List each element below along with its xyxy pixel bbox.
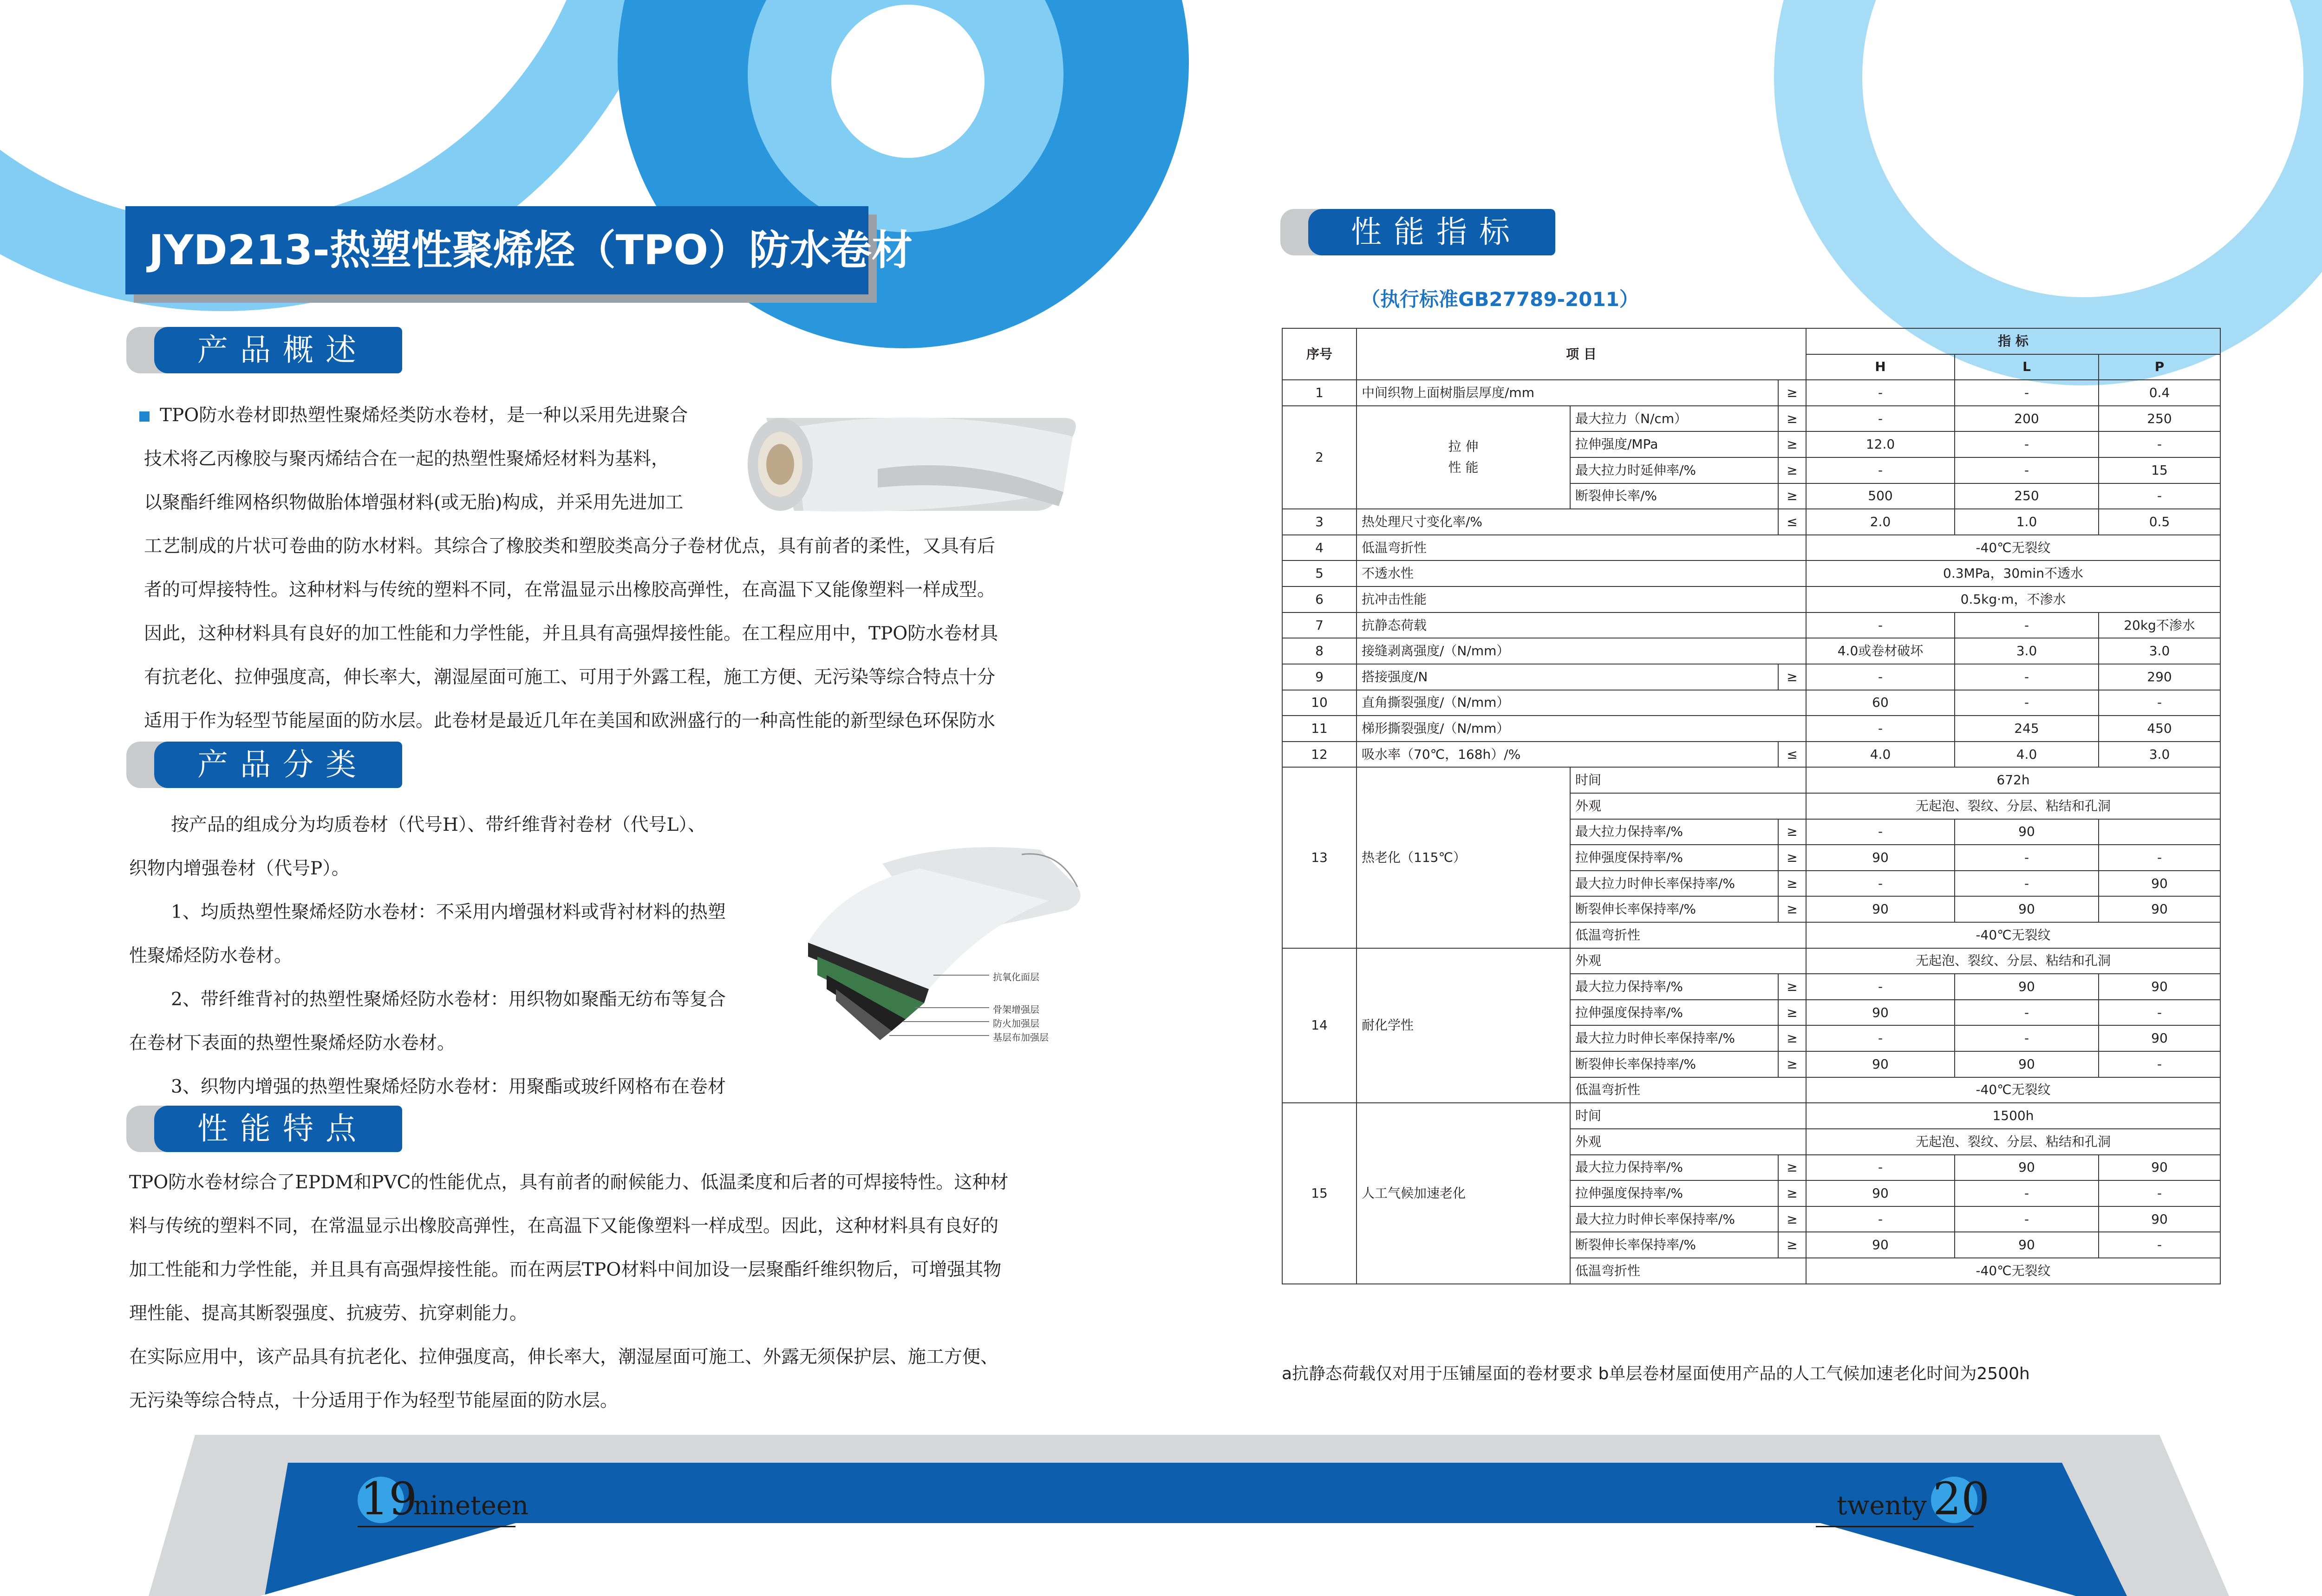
table-row: 6 抗冲击性能 0.5kg·m，不渗水 — [1282, 586, 2220, 612]
section-title: 产品概述 — [154, 327, 402, 373]
table-row: 拉伸强度保持率/% ≥ 90 - - — [1282, 1000, 2220, 1026]
standard-label: （执行标准GB27789-2011） — [1361, 288, 1639, 311]
section-header-classification — [126, 742, 402, 788]
table-row: 2 拉 伸 性 能 最大拉力（N/cm） ≥ - 200 250 — [1282, 406, 2220, 432]
table-row: 断裂伸长率保持率/% ≥ 90 90 - — [1282, 1232, 2220, 1258]
bg-disc-center-hole — [831, 5, 985, 158]
figure-label: 抗氧化面层 — [993, 971, 1039, 983]
section-title: 产品分类 — [154, 742, 402, 788]
table-row: 最大拉力保持率/% ≥ - 90 — [1282, 819, 2220, 845]
membrane-layers-figure — [799, 836, 1096, 1059]
table-footnote: a抗静态荷载仅对用于压铺屋面的卷材要求 b单层卷材屋面使用产品的人工气候加速老化时间为2500h — [1282, 1364, 2030, 1383]
section-title: 性能特点 — [154, 1106, 402, 1152]
table-row: 9 搭接强度/N ≥ - - 290 — [1282, 664, 2220, 690]
table-row: 断裂伸长率/% ≥ 500 250 - — [1282, 483, 2220, 509]
classification-text: 按产品的组成分为均质卷材（代号H）、带纤维背衬卷材（代号L）、 织物内增强卷材（代号P）。 1、均质热塑性聚烯烃防水卷材：不采用内增强材料或背衬材料的热塑 性聚烯烃防水卷材。 2、带纤维背衬的热塑性聚烯烃防水卷材：用织物如聚酯无纺布等复合 在卷材下表面的热塑性聚烯烃防水卷材。 3、织物内增强的热塑性聚烯烃防水卷材：用聚酯或玻纤网格布在卷材 — [129, 814, 726, 1097]
table-row: 最大拉力保持率/% ≥ - 90 90 — [1282, 1155, 2220, 1181]
spec-table — [1282, 328, 2221, 1284]
table-row: 3 热处理尺寸变化率/% ≤ 2.0 1.0 0.5 — [1282, 509, 2220, 535]
table-row: 4 低温弯折性 -40℃无裂纹 — [1282, 535, 2220, 561]
page-title: JYD213-热塑性聚烯烃（TPO）防水卷材 — [125, 206, 868, 294]
table-row: 最大拉力时延伸率/% ≥ - - 15 — [1282, 457, 2220, 483]
table-row: 15 人工气候加速老化 时间 1500h — [1282, 1103, 2220, 1129]
table-header-row: 序号 项 目 指 标 — [1282, 328, 2220, 354]
table-row: 5 不透水性 0.3MPa，30min不透水 — [1282, 560, 2220, 586]
table-row: 低温弯折性 -40℃无裂纹 — [1282, 1258, 2220, 1284]
section-header-specs — [1280, 209, 1555, 255]
table-row: 14 耐化学性 外观 无起泡、裂纹、分层、粘结和孔洞 — [1282, 948, 2220, 974]
table-row: 外观 无起泡、裂纹、分层、粘结和孔洞 — [1282, 1129, 2220, 1155]
table-row: 拉伸强度保持率/% ≥ 90 - - — [1282, 1180, 2220, 1206]
table-row: 8 接缝剥离强度/（N/mm） 4.0或卷材破坏 3.0 3.0 — [1282, 638, 2220, 664]
page-number-left: 19 — [360, 1473, 417, 1525]
features-text: TPO防水卷材综合了EPDM和PVC的性能优点，具有前者的耐候能力、低温柔度和后者的可焊接特性。这种材 料与传统的塑料不同，在常温显示出橡胶高弹性，在高温下又能像塑料一样成型。因此，这种材料具有良好的 加工性能和力学性能，并且具有高强焊接性能。而在两层TPO材料中间加设一层聚酯纤维织物后，可增强其物 理性能、提高其断裂强度、抗疲劳、抗穿刺能力。 在实际应用中，该产品具有抗老化、拉伸强度高，伸长率大，潮湿屋面可施工、外露无须保护层、施工方便、 无污染等综合特点，十分适用于作为轻型节能屋面的防水层。 — [129, 1172, 1009, 1411]
table-row: 7 抗静态荷载 - - 20kg不渗水 — [1282, 612, 2220, 638]
figure-label: 骨架增强层 — [993, 1004, 1039, 1015]
table-row: 低温弯折性 -40℃无裂纹 — [1282, 1077, 2220, 1103]
table-row: 10 直角撕裂强度/（N/mm） 60 - - — [1282, 690, 2220, 716]
page-underline-right — [1816, 1526, 1974, 1527]
figure-label: 基层布加强层 — [993, 1032, 1049, 1043]
table-row: 断裂伸长率保持率/% ≥ 90 90 - — [1282, 1051, 2220, 1077]
table-row: 最大拉力时伸长率保持率/% ≥ - - 90 — [1282, 1206, 2220, 1232]
table-row: 低温弯折性 -40℃无裂纹 — [1282, 922, 2220, 948]
table-row: 最大拉力时伸长率保持率/% ≥ - - 90 — [1282, 1025, 2220, 1051]
table-row: 12 吸水率（70℃，168h）/% ≤ 4.0 4.0 3.0 — [1282, 742, 2220, 768]
bullet-icon — [139, 411, 150, 422]
table-row: 最大拉力时伸长率保持率/% ≥ - - 90 — [1282, 871, 2220, 897]
table-row: 13 热老化（115℃） 时间 672h — [1282, 767, 2220, 793]
table-row: 1 中间织物上面树脂层厚度/mm ≥ - - 0.4 — [1282, 380, 2220, 406]
overview-text: TPO防水卷材即热塑性聚烯烃类防水卷材，是一种以采用先进聚合 技术将乙丙橡胶与聚丙烯结合在一起的热塑性聚烯烃材料为基料， 以聚酯纤维网格织物做胎体增强材料(或无胎)构成，并采用先进加工 工艺制成的片状可卷曲的防水材料。其综合了橡胶类和塑胶类高分子卷材优点，具有前者的柔性，又具有后 者的可焊接特性。这种材料与传统的塑料不同，在常温显示出橡胶高弹性，在高温下又能像塑料一样成型。 因此，这种材料具有良好的加工性能和力学性能，并且具有高强焊接性能。在工程应用中，TPO防水卷材具 有抗老化、拉伸强度高，伸长率大，潮湿屋面可施工、可用于外露工程，施工方便、无污染等综合特点十分 适用于作为轻型节能屋面的防水层。此卷材是最近几年在美国和欧洲盛行的一种高性能的新型绿色环保防水 — [139, 394, 998, 743]
table-row: 最大拉力保持率/% ≥ - 90 90 — [1282, 974, 2220, 1000]
table-row: 拉伸强度/MPa ≥ 12.0 - - — [1282, 431, 2220, 457]
page-word-right: twenty — [1837, 1491, 1927, 1521]
page-underline-left — [358, 1526, 515, 1527]
section-header-overview — [126, 327, 402, 373]
table-row: 拉伸强度保持率/% ≥ 90 - - — [1282, 845, 2220, 871]
table-row: 外观 无起泡、裂纹、分层、粘结和孔洞 — [1282, 793, 2220, 819]
table-row: 11 梯形撕裂强度/（N/mm） - 245 450 — [1282, 716, 2220, 742]
figure-label: 防火加强层 — [993, 1018, 1039, 1029]
page-number-right: 20 — [1933, 1473, 1990, 1525]
section-header-features — [126, 1106, 402, 1152]
section-title: 性能指标 — [1308, 209, 1555, 255]
table-header-row: H L P — [1282, 354, 2220, 380]
page-word-left: nineteen — [413, 1491, 529, 1521]
table-row: 断裂伸长率保持率/% ≥ 90 90 90 — [1282, 896, 2220, 922]
